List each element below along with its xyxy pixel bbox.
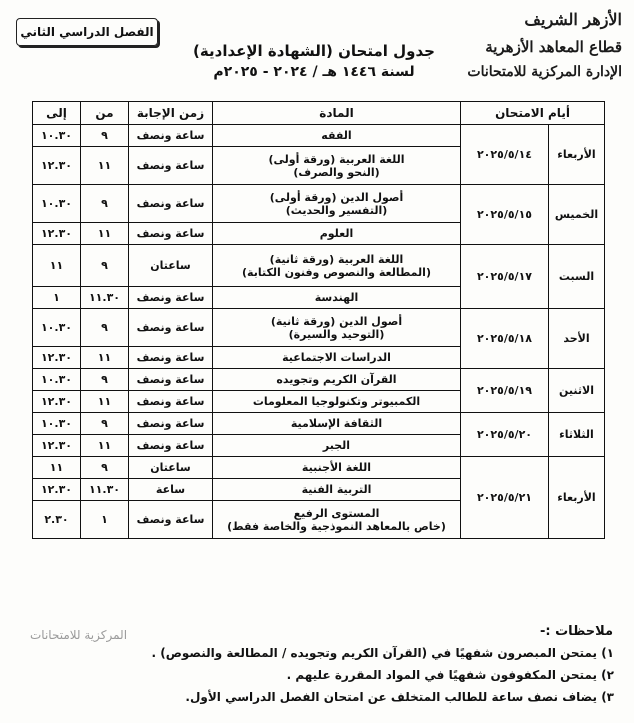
exam-date: ٢٠٢٥/٥/١٧ — [461, 245, 549, 309]
subject-name: اللغة العربية (ورقة أولى) — [268, 152, 405, 166]
to-cell: ١٠.٣٠ — [33, 309, 81, 347]
table-row — [33, 369, 605, 391]
duration-cell: ساعة ونصف — [129, 125, 213, 147]
subject-cell — [213, 147, 461, 185]
to-cell: ١٠.٣٠ — [33, 125, 81, 147]
to-cell: ١٠.٣٠ — [33, 185, 81, 223]
exam-date: ٢٠٢٥/٥/٢١ — [461, 457, 549, 539]
subject-cell: التربية الفنية — [213, 479, 461, 501]
duration-cell: ساعة ونصف — [129, 185, 213, 223]
duration-cell: ساعة ونصف — [129, 369, 213, 391]
subject-cell: الجبر — [213, 435, 461, 457]
academic-year: لسنة ١٤٤٦ هـ / ٢٠٢٤ - ٢٠٢٥م — [213, 64, 415, 80]
subject-cell: القرآن الكريم وتجويده — [213, 369, 461, 391]
from-cell: ٩ — [81, 309, 129, 347]
from-cell: ١١ — [81, 435, 129, 457]
watermark-text: المركزية للامتحانات — [30, 628, 128, 642]
subject-cell: الكمبيوتر وتكنولوجيا المعلومات — [213, 391, 461, 413]
to-cell: ١ — [33, 287, 81, 309]
table-row — [33, 245, 605, 287]
day-name: الاثنين — [549, 369, 605, 413]
subject-name: الفقه — [321, 129, 352, 142]
day-name: الأربعاء — [549, 125, 605, 185]
logo-line-3: الإدارة المركزية للامتحانات — [467, 64, 622, 80]
duration-cell: ساعة ونصف — [129, 501, 213, 539]
header-duration: زمن الإجابة — [129, 102, 213, 125]
subject-cell: الهندسة — [213, 287, 461, 309]
duration-cell: ساعة — [129, 479, 213, 501]
exam-date: ٢٠٢٥/٥/١٤ — [461, 125, 549, 185]
exam-date: ٢٠٢٥/٥/١٥ — [461, 185, 549, 245]
from-cell: ٩ — [81, 369, 129, 391]
day-name: السبت — [549, 245, 605, 309]
header-to: إلى — [33, 102, 81, 125]
from-cell: ١١ — [81, 391, 129, 413]
subject-cell: العلوم — [213, 223, 461, 245]
to-cell: ١٢.٣٠ — [33, 347, 81, 369]
from-cell: ٩ — [81, 457, 129, 479]
subject-cell: الدراسات الاجتماعية — [213, 347, 461, 369]
duration-cell: ساعة ونصف — [129, 147, 213, 185]
duration-cell: ساعة ونصف — [129, 413, 213, 435]
from-cell: ١١ — [81, 147, 129, 185]
subject-name: أصول الدين (ورقة أولى) — [269, 190, 404, 204]
duration-cell: ساعة ونصف — [129, 223, 213, 245]
exam-date: ٢٠٢٥/٥/١٨ — [461, 309, 549, 369]
from-cell: ١١ — [81, 347, 129, 369]
subject-name: اللغة العربية (ورقة ثانية) — [269, 252, 404, 266]
subject-cell — [213, 501, 461, 539]
table-row — [33, 457, 605, 479]
from-cell: ١١.٣٠ — [81, 287, 129, 309]
from-cell: ٩ — [81, 413, 129, 435]
exam-date: ٢٠٢٥/٥/٢٠ — [461, 413, 549, 457]
to-cell: ١٢.٣٠ — [33, 147, 81, 185]
from-cell: ١١ — [81, 223, 129, 245]
table-row — [33, 309, 605, 347]
exam-schedule-table — [32, 101, 605, 539]
subject-name: أصول الدين (ورقة ثانية) — [270, 314, 403, 328]
subject-detail: (التفسير والحديث) — [285, 203, 388, 217]
header-from: من — [81, 102, 129, 125]
duration-cell: ساعة ونصف — [129, 309, 213, 347]
header-days: أيام الامتحان — [461, 102, 605, 125]
from-cell: ٩ — [81, 245, 129, 287]
page-title: جدول امتحان (الشهادة الإعدادية) — [193, 42, 435, 60]
to-cell: ١٢.٣٠ — [33, 435, 81, 457]
subject-cell: اللغة الأجنبية — [213, 457, 461, 479]
from-cell: ١ — [81, 501, 129, 539]
note-item: ١) يمتحن المبصرون شفهيًا في (القرآن الكريم وتجويده / المطالعة والنصوص) . — [151, 646, 614, 660]
note-item: ٢) يمتحن المكفوفون شفهيًا في المواد المقررة عليهم . — [286, 668, 614, 682]
to-cell: ١٠.٣٠ — [33, 369, 81, 391]
to-cell: ١٢.٣٠ — [33, 391, 81, 413]
notes-heading: ملاحظات :- — [540, 624, 614, 639]
subject-detail: (خاص بالمعاهد النموذجية والخاصة فقط) — [227, 519, 446, 533]
term-label: الفصل الدراسي الثاني — [16, 18, 158, 46]
duration-cell: ساعة ونصف — [129, 435, 213, 457]
exam-date: ٢٠٢٥/٥/١٩ — [461, 369, 549, 413]
duration-cell: ساعة ونصف — [129, 347, 213, 369]
duration-cell: ساعة ونصف — [129, 391, 213, 413]
subject-name: المستوى الرفيع — [293, 506, 380, 520]
subject-detail: (التوحيد والسيرة) — [288, 327, 385, 341]
table-row — [33, 185, 605, 223]
to-cell: ١٢.٣٠ — [33, 223, 81, 245]
from-cell: ٩ — [81, 125, 129, 147]
to-cell: ١٢.٣٠ — [33, 479, 81, 501]
day-name: الثلاثاء — [549, 413, 605, 457]
subject-detail: (النحو والصرف) — [293, 165, 380, 179]
subject-cell — [213, 309, 461, 347]
table-row — [33, 413, 605, 435]
note-item: ٣) يضاف نصف ساعة للطالب المتخلف عن امتحان الفصل الدراسي الأول. — [185, 690, 614, 704]
azhar-logo — [452, 8, 622, 94]
subject-cell — [213, 125, 461, 147]
day-name: الأربعاء — [549, 457, 605, 539]
to-cell: ١١ — [33, 457, 81, 479]
duration-cell: ساعة ونصف — [129, 287, 213, 309]
logo-line-1: الأزهر الشريف — [524, 10, 622, 29]
duration-cell: ساعتان — [129, 457, 213, 479]
duration-cell: ساعتان — [129, 245, 213, 287]
to-cell: ١٠.٣٠ — [33, 413, 81, 435]
to-cell: ١١ — [33, 245, 81, 287]
logo-line-2: قطاع المعاهد الأزهرية — [485, 38, 622, 56]
day-name: الأحد — [549, 309, 605, 369]
day-name: الخميس — [549, 185, 605, 245]
subject-detail: (المطالعة والنصوص وفنون الكتابة) — [242, 265, 431, 279]
table-header-row — [33, 102, 605, 125]
from-cell: ١١.٣٠ — [81, 479, 129, 501]
subject-cell: الثقافة الإسلامية — [213, 413, 461, 435]
subject-cell — [213, 245, 461, 287]
table-row — [33, 125, 605, 147]
from-cell: ٩ — [81, 185, 129, 223]
header-subject: المادة — [213, 102, 461, 125]
to-cell: ٢.٣٠ — [33, 501, 81, 539]
subject-cell — [213, 185, 461, 223]
